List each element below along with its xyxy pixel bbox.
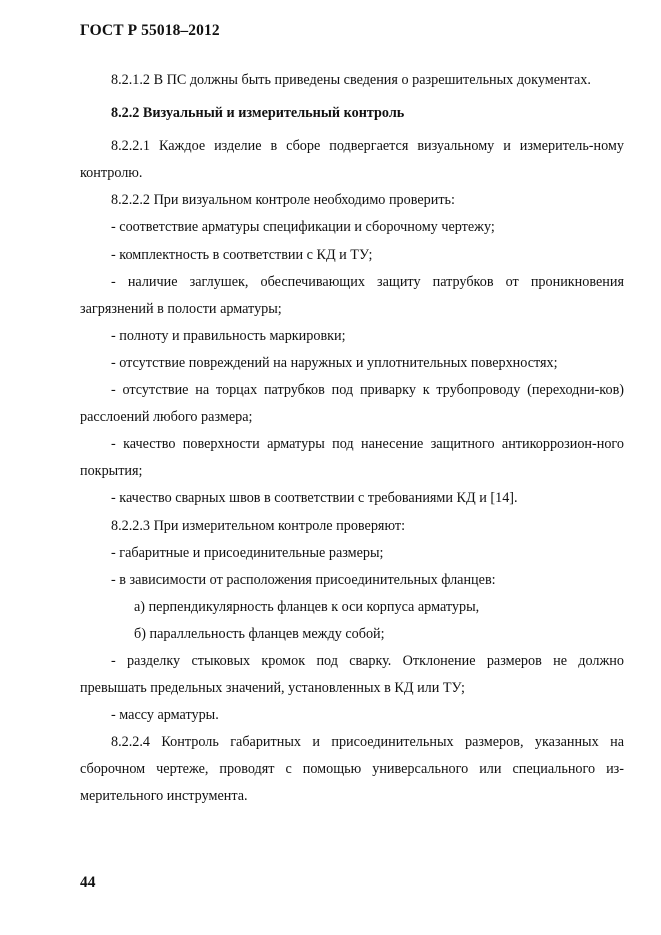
document-header: ГОСТ Р 55018–2012 — [80, 22, 220, 39]
paragraph-8-2-2-4: 8.2.2.4 Контроль габаритных и присоединительных размеров, указанных на сборочном чертеже, проводят с помощью универсального или специального из-мерительного инструмента. — [80, 734, 624, 805]
list-item: - отсутствие повреждений на наружных и уплотнительных поверхностях; — [111, 354, 558, 371]
list-item: - полноту и правильность маркировки; — [111, 327, 346, 344]
list-item: - комплектность в соответствии с КД и ТУ; — [111, 246, 373, 263]
list-item: - массу арматуры. — [111, 707, 219, 724]
paragraph-8-2-2-3: 8.2.2.3 При измерительном контроле проверяют: — [111, 517, 406, 534]
list-item: - наличие заглушек, обеспечивающих защиту патрубков от проникновения загрязнений в полости арматуры; — [80, 273, 624, 317]
document-body — [80, 67, 624, 811]
paragraph-8-2-2-1: 8.2.2.1 Каждое изделие в сборе подвергается визуальному и измеритель-ному контролю. — [80, 138, 624, 182]
list-item: - качество поверхности арматуры под нанесение защитного антикоррозион-ного покрытия; — [80, 436, 624, 480]
paragraph-8-2-2-2: 8.2.2.2 При визуальном контроле необходимо проверить: — [111, 192, 455, 209]
paragraph-8-2-1-2: 8.2.1.2 В ПС должны быть приведены сведения о разрешительных документах. — [111, 72, 591, 88]
sub-list-item-b: б) параллельность фланцев между собой; — [134, 625, 385, 642]
list-item: - качество сварных швов в соответствии с требованиями КД и [14]. — [111, 490, 518, 507]
sub-list-item-a: а) перпендикулярность фланцев к оси корпуса арматуры, — [134, 598, 480, 615]
page-number: 44 — [80, 874, 96, 891]
list-item: - в зависимости от расположения присоединительных фланцев: — [111, 571, 496, 588]
list-item: - разделку стыковых кромок под сварку. Отклонение размеров не должно превышать предельных значений, установленных в КД или ТУ; — [80, 652, 624, 697]
list-item: - отсутствие на торцах патрубков под приварку к трубопроводу (переходни-ков) расслоений любого размера; — [80, 382, 624, 426]
list-item: - габаритные и присоединительные размеры; — [111, 544, 384, 561]
section-heading-8-2-2: 8.2.2 Визуальный и измерительный контроль — [111, 105, 405, 122]
list-item: - соответствие арматуры спецификации и сборочному чертежу; — [111, 219, 495, 236]
